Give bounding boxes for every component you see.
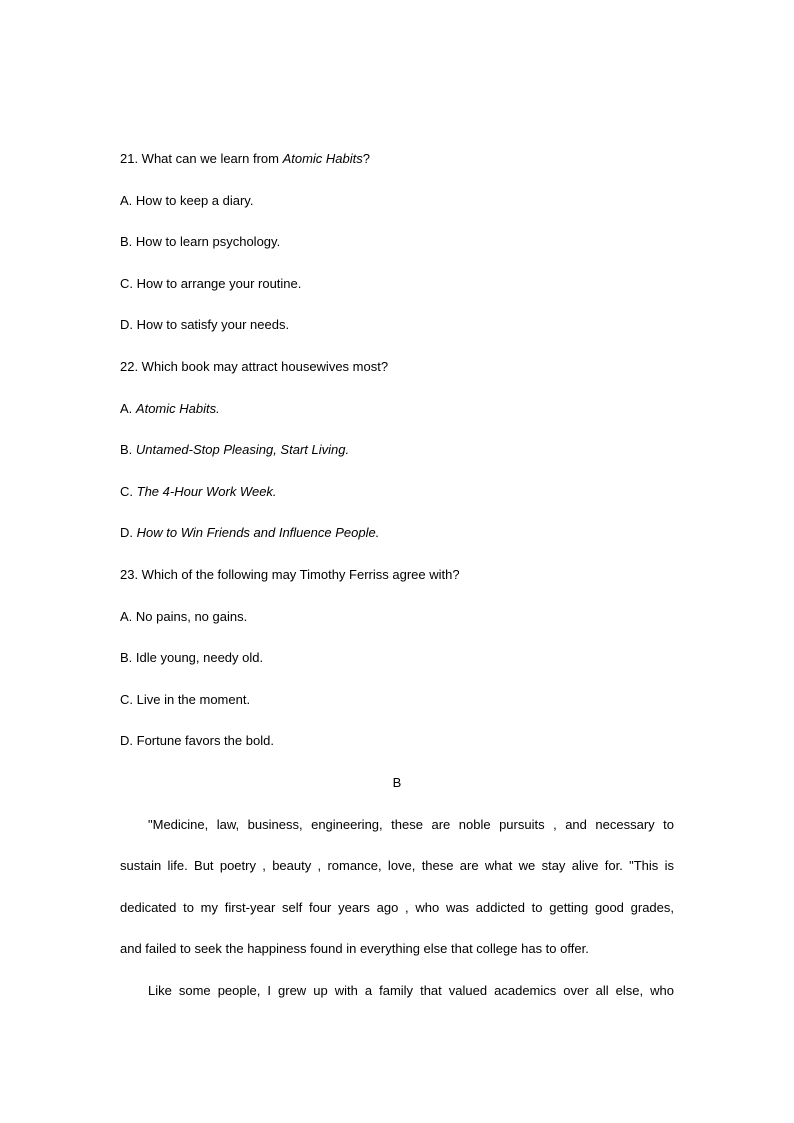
question-22-stem: 22. Which book may attract housewives most? [120,359,389,374]
question-21-stem [120,151,370,167]
section-heading: B [392,775,402,790]
paragraph-2-line-1: Like some people, I grew up with a family that valued academics over all else, who [148,983,674,998]
question-23-option-b: B. Idle young, needy old. [120,650,264,665]
question-22-option-d: D. How to Win Friends and Influence People. [120,525,380,540]
paragraph-1-line-3: dedicated to my first-year self four years ago , who was addicted to getting good grades, [120,900,674,915]
question-23-option-d: D. Fortune favors the bold. [120,733,274,748]
question-21-text: 21. What can we learn from [120,151,283,166]
paragraph-1-line-2: sustain life. But poetry , beauty , romance, love, these are what we stay alive for. "This is [120,858,674,873]
question-21-option-b: B. How to learn psychology. [120,234,281,249]
question-23-option-c: C. Live in the moment. [120,692,251,707]
question-22-option-a: A. Atomic Habits. [120,401,220,416]
paragraph-1-line-4: and failed to seek the happiness found in everything else that college has to offer. [120,941,589,956]
question-21-option-d: D. How to satisfy your needs. [120,317,290,332]
question-22-option-b: B. Untamed-Stop Pleasing, Start Living. [120,442,350,457]
question-21-option-c: C. How to arrange your routine. [120,276,302,291]
question-23-option-a: A. No pains, no gains. [120,609,248,624]
question-23-stem: 23. Which of the following may Timothy Ferriss agree with? [120,567,460,582]
question-21-option-a: A. How to keep a diary. [120,193,254,208]
question-22-option-c: C. The 4-Hour Work Week. [120,484,277,499]
paragraph-1-line-1: "Medicine, law, business, engineering, these are noble pursuits , and necessary to [148,817,674,832]
question-21-book-title: Atomic Habits [282,151,363,166]
question-21-end: ? [362,151,371,166]
